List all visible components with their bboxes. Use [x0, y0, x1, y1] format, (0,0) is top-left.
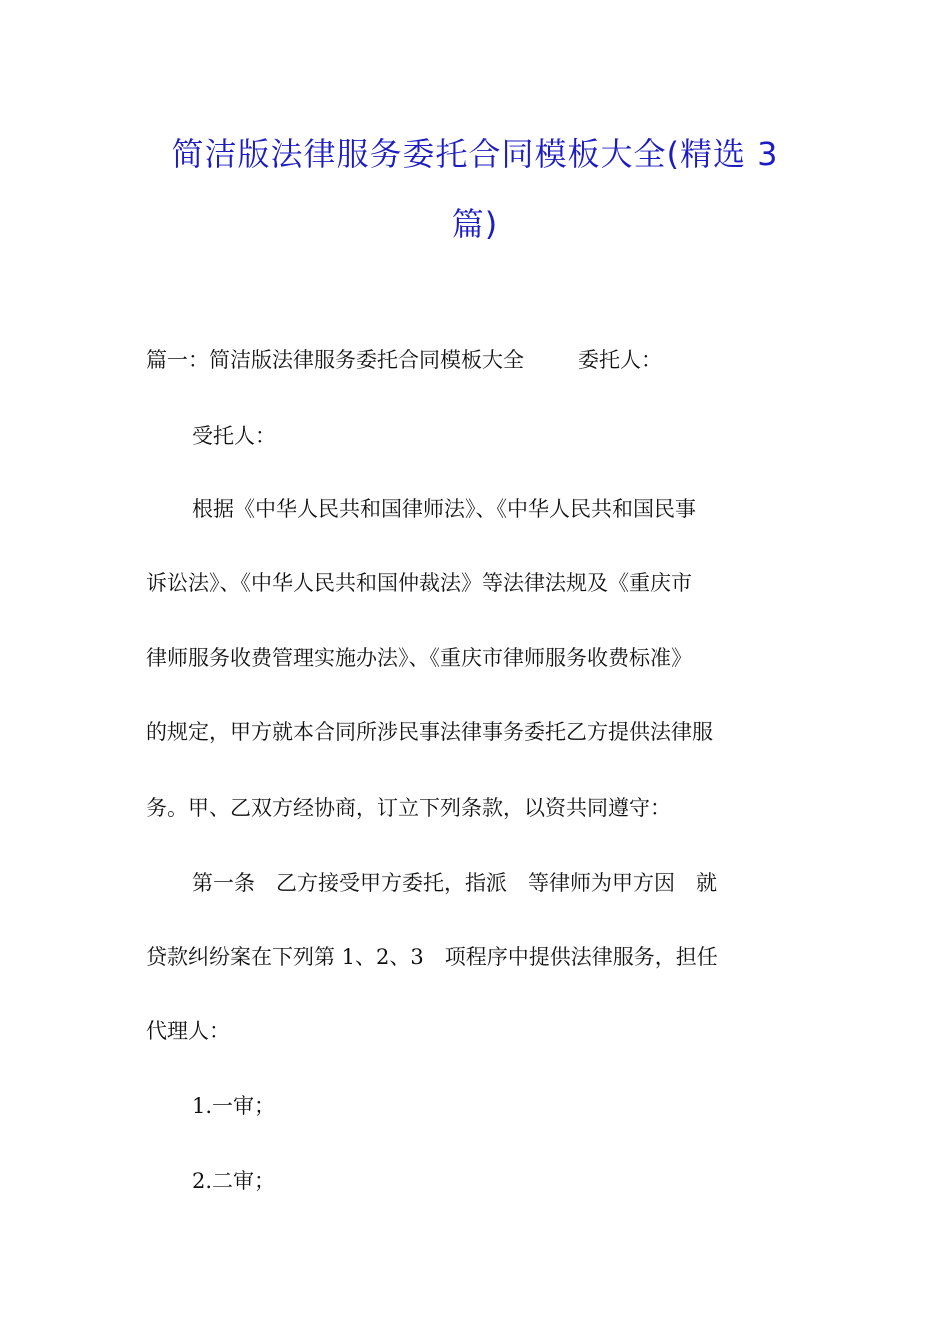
list-item-first-instance: 1.一审； — [192, 1094, 276, 1118]
paragraph-1-line-3: 律师服务收费管理实施办法》、《重庆市律师服务收费标准》 — [146, 646, 692, 670]
section-heading-row — [146, 345, 662, 375]
paragraph-1-line-1: 根据《中华人民共和国律师法》、《中华人民共和国民事 — [192, 497, 696, 521]
section-heading: 篇一：简洁版法律服务委托合同模板大全 — [146, 348, 524, 372]
client-label: 委托人： — [578, 348, 662, 372]
article-1-line-3: 代理人： — [146, 1019, 230, 1043]
article-1-line-2: 贷款纠纷案在下列第 1、2、3 项程序中提供法律服务，担任 — [146, 945, 718, 969]
paragraph-1-line-2: 诉讼法》、《中华人民共和国仲裁法》等法律法规及《重庆市 — [146, 571, 692, 595]
list-item-second-instance: 2.二审； — [192, 1169, 276, 1193]
article-1-line-1: 第一条 乙方接受甲方委托，指派 等律师为甲方因 就 — [192, 871, 717, 895]
document-title-line-1: 简洁版法律服务委托合同模板大全(精选 3 — [171, 135, 779, 173]
paragraph-1-line-4: 的规定，甲方就本合同所涉民事法律事务委托乙方提供法律服 — [146, 720, 713, 744]
trustee-label: 受托人： — [192, 424, 276, 448]
paragraph-1-line-5: 务。甲、乙双方经协商，订立下列条款，以资共同遵守： — [146, 796, 671, 820]
document-title-line-2: 篇) — [451, 205, 499, 243]
